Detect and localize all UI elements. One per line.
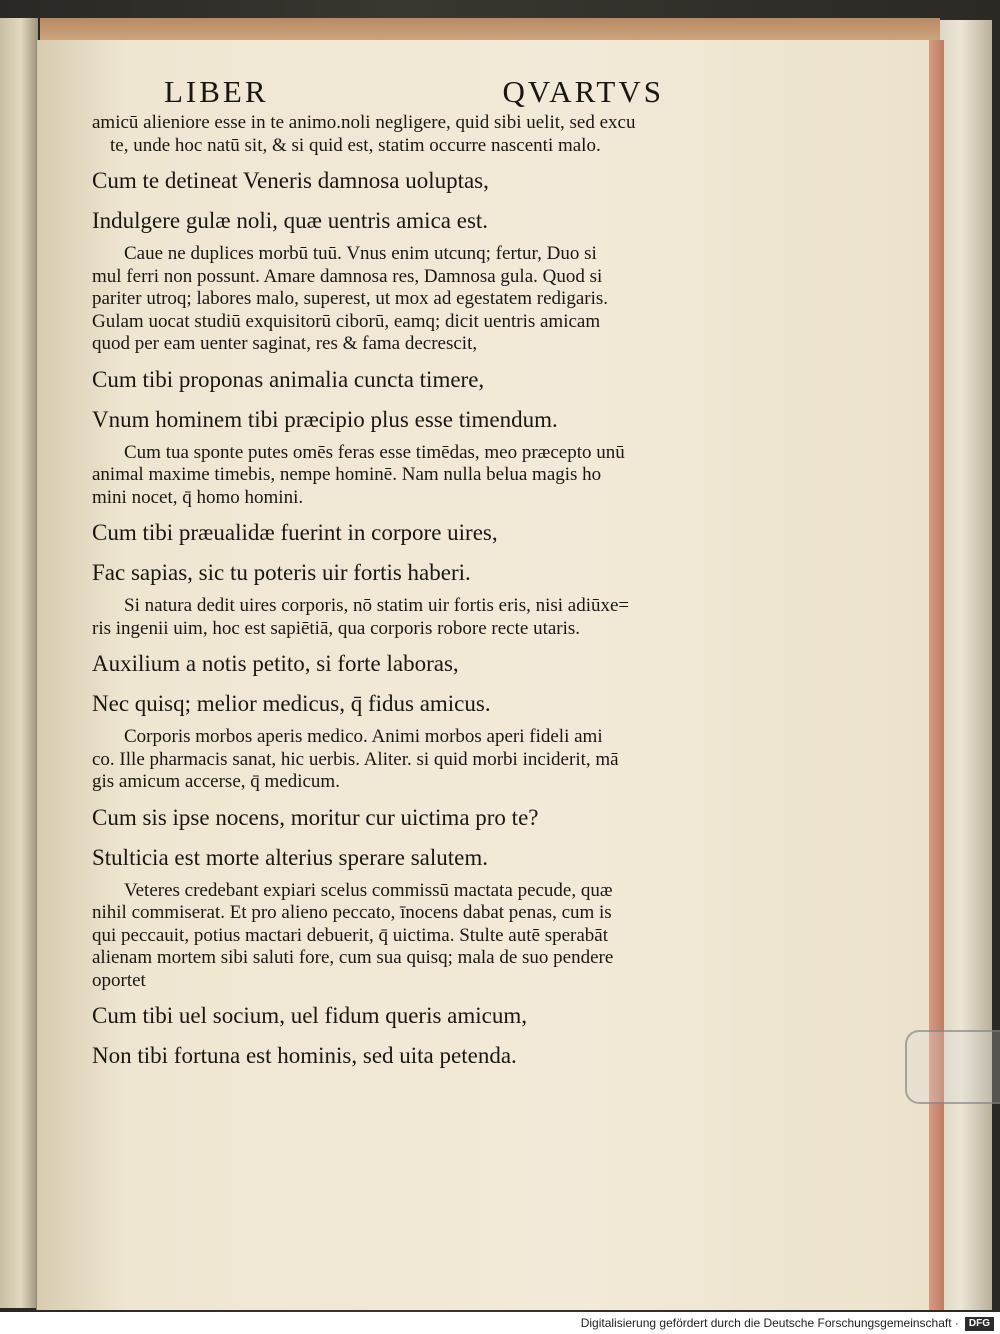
page-text — [92, 72, 792, 1074]
footer-credit: Digitalisierung gefördert durch die Deutsche Forschungsgemeinschaft · — [580, 1316, 959, 1330]
verse-line: Non tibi fortuna est hominis, sed uita petenda. — [92, 1043, 517, 1068]
prose-line: Gulam uocat studiū exquisitorū ciborū, eamq; dicit uentris amicam — [92, 310, 601, 332]
prose-line: Veteres credebant expiari scelus commissū mactata pecude, quæ — [124, 879, 613, 901]
prose-line: Corporis morbos aperis medico. Animi morbos aperi fideli ami — [124, 726, 603, 747]
prose-line: co. Ille pharmacis sanat, hic uerbis. Aliter. si quid morbi inciderit, mā — [92, 748, 619, 770]
prose-line: qui peccauit, potius mactari debuerit, q̄ uictima. Stulte autē sperabāt — [92, 924, 608, 946]
verse-line: Vnum hominem tibi præcipio plus esse timendum. — [92, 406, 558, 432]
prose-line: Cum tua sponte putes omēs feras esse timēdas, meo præcepto unū — [124, 441, 625, 463]
running-head-left: LIBER — [164, 74, 269, 109]
running-head — [164, 72, 664, 112]
prose-line: alienam mortem sibi saluti fore, cum sua quisq; mala de suo pendere — [92, 947, 614, 968]
running-head-right: QVARTVS — [502, 74, 664, 109]
prose-line: amicū alieniore esse in te animo.noli negligere, quid sibi uelit, sed excu — [92, 112, 636, 133]
commentary-block — [92, 442, 792, 510]
prose-line: pariter utroq; labores malo, superest, ut mox ad egestatem redigaris. — [92, 288, 609, 309]
digitization-footer — [0, 1312, 1000, 1334]
verse-line: Cum sis ipse nocens, moritur cur uictima pro te? — [92, 804, 539, 830]
page-clip — [905, 1030, 1000, 1104]
prose-line: Si natura dedit uires corporis, nō statim uir fortis eris, nisi adiūxe= — [124, 595, 630, 616]
commentary-block — [92, 595, 792, 640]
commentary-block — [92, 880, 792, 993]
verse-line: Cum tibi uel socium, uel fidum queris amicum, — [92, 1003, 528, 1028]
prose-line: gis amicum accerse, q̄ medicum. — [92, 771, 340, 792]
prose-line: oportet — [92, 969, 146, 991]
prose-line: mul ferri non possunt. Amare damnosa res, Damnosa gula. Quod si — [92, 265, 603, 287]
verse-line: Cum tibi proponas animalia cuncta timere, — [92, 366, 485, 392]
prose-line: animal maxime timebis, nempe hominē. Nam nulla belua magis ho — [92, 464, 602, 485]
prose-line: ris ingenii uim, hoc est sapiētiā, qua corporis robore recte utaris. — [92, 617, 581, 639]
prose-line: mini nocet, q̄ homo homini. — [92, 486, 304, 508]
prose-line: te, unde hoc natū sit, & si quid est, statim occurre nascenti malo. — [110, 134, 601, 156]
prose-line: Caue ne duplices morbū tuū. Vnus enim utcunq; fertur, Duo si — [124, 243, 597, 264]
commentary-block — [92, 243, 792, 356]
verse-line: Indulgere gulæ noli, quæ uentris amica est. — [92, 208, 489, 233]
prose-line: nihil commiserat. Et pro alieno peccato, īnocens dabat penas, cum is — [92, 902, 612, 923]
verse-line: Stulticia est morte alterius sperare salutem. — [92, 844, 488, 870]
verse-line: Cum tibi præualidæ fuerint in corpore uires, — [92, 520, 498, 545]
verse-line: Nec quisq; melior medicus, q̄ fidus amicus. — [92, 691, 491, 716]
left-facing-leaf — [0, 18, 38, 1308]
verse-line: Cum te detineat Veneris damnosa uoluptas, — [92, 168, 489, 193]
prose-line: quod per eam uenter saginat, res & fama decrescit, — [92, 333, 478, 354]
commentary-block — [92, 726, 792, 794]
dfg-logo: DFG — [965, 1317, 994, 1331]
verse-line: Auxilium a notis petito, si forte laboras, — [92, 651, 459, 676]
verse-line: Fac sapias, sic tu poteris uir fortis haberi. — [92, 560, 471, 585]
